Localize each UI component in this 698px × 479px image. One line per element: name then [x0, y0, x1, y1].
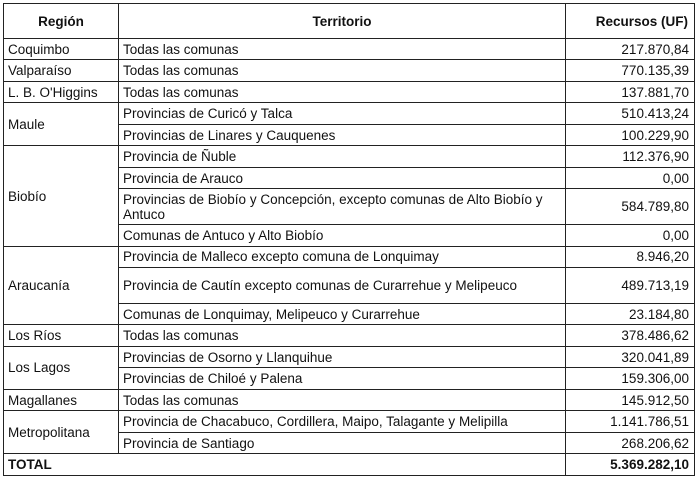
total-label: TOTAL [4, 454, 566, 476]
amount-cell: 320.041,89 [566, 346, 695, 367]
amount-cell: 137.881,70 [566, 81, 695, 102]
territory-cell: Todas las comunas [119, 389, 566, 410]
header-region: Región [4, 4, 119, 39]
region-cell: Los Lagos [4, 346, 119, 389]
table-row [4, 81, 695, 102]
territory-cell: Provincias de Chiloé y Palena [119, 368, 566, 389]
table-row [4, 60, 695, 81]
territory-cell: Comunas de Antuco y Alto Biobío [119, 225, 566, 246]
territory-cell: Todas las comunas [119, 60, 566, 81]
amount-cell: 0,00 [566, 167, 695, 188]
amount-cell: 145.912,50 [566, 389, 695, 410]
territory-cell: Todas las comunas [119, 325, 566, 346]
territory-cell: Provincia de Santiago [119, 432, 566, 453]
amount-cell: 217.870,84 [566, 39, 695, 60]
region-cell: L. B. O'Higgins [4, 81, 119, 102]
territory-cell: Provincia de Cautín excepto comunas de Curarrehue y Melipeuco [119, 268, 566, 304]
region-cell: Biobío [4, 146, 119, 246]
table-row [4, 389, 695, 410]
header-resources: Recursos (UF) [566, 4, 695, 39]
amount-cell: 159.306,00 [566, 368, 695, 389]
territory-cell: Provincias de Linares y Cauquenes [119, 124, 566, 145]
table-row [4, 103, 695, 124]
amount-cell: 378.486,62 [566, 325, 695, 346]
table-row [4, 411, 695, 432]
table-row [4, 246, 695, 267]
amount-cell: 8.946,20 [566, 246, 695, 267]
region-cell: Coquimbo [4, 39, 119, 60]
territory-cell: Todas las comunas [119, 81, 566, 102]
territory-cell: Provincias de Biobío y Concepción, excepto comunas de Alto Biobío y Antuco [119, 189, 566, 225]
table-row [4, 39, 695, 60]
territory-cell: Provincia de Malleco excepto comuna de Lonquimay [119, 246, 566, 267]
territory-cell: Provincias de Osorno y Llanquihue [119, 346, 566, 367]
amount-cell: 584.789,80 [566, 189, 695, 225]
amount-cell: 489.713,19 [566, 268, 695, 304]
territory-cell: Todas las comunas [119, 39, 566, 60]
territory-cell: Provincia de Chacabuco, Cordillera, Maipo, Talagante y Melipilla [119, 411, 566, 432]
total-amount: 5.369.282,10 [566, 454, 695, 476]
region-cell: Los Ríos [4, 325, 119, 346]
territory-cell: Provincia de Ñuble [119, 146, 566, 167]
region-cell: Araucanía [4, 246, 119, 325]
region-cell: Metropolitana [4, 411, 119, 454]
territory-cell: Provincias de Curicó y Talca [119, 103, 566, 124]
header-row [4, 4, 695, 39]
territory-cell: Comunas de Lonquimay, Melipeuco y Curarrehue [119, 303, 566, 324]
amount-cell: 112.376,90 [566, 146, 695, 167]
region-cell: Maule [4, 103, 119, 146]
amount-cell: 23.184,80 [566, 303, 695, 324]
amount-cell: 0,00 [566, 225, 695, 246]
region-cell: Magallanes [4, 389, 119, 410]
table-row [4, 146, 695, 167]
amount-cell: 268.206,62 [566, 432, 695, 453]
resources-table [3, 3, 695, 476]
amount-cell: 100.229,90 [566, 124, 695, 145]
header-territory: Territorio [119, 4, 566, 39]
total-row [4, 454, 695, 476]
region-cell: Valparaíso [4, 60, 119, 81]
amount-cell: 510.413,24 [566, 103, 695, 124]
amount-cell: 1.141.786,51 [566, 411, 695, 432]
table-row [4, 325, 695, 346]
amount-cell: 770.135,39 [566, 60, 695, 81]
table-row [4, 346, 695, 367]
territory-cell: Provincia de Arauco [119, 167, 566, 188]
